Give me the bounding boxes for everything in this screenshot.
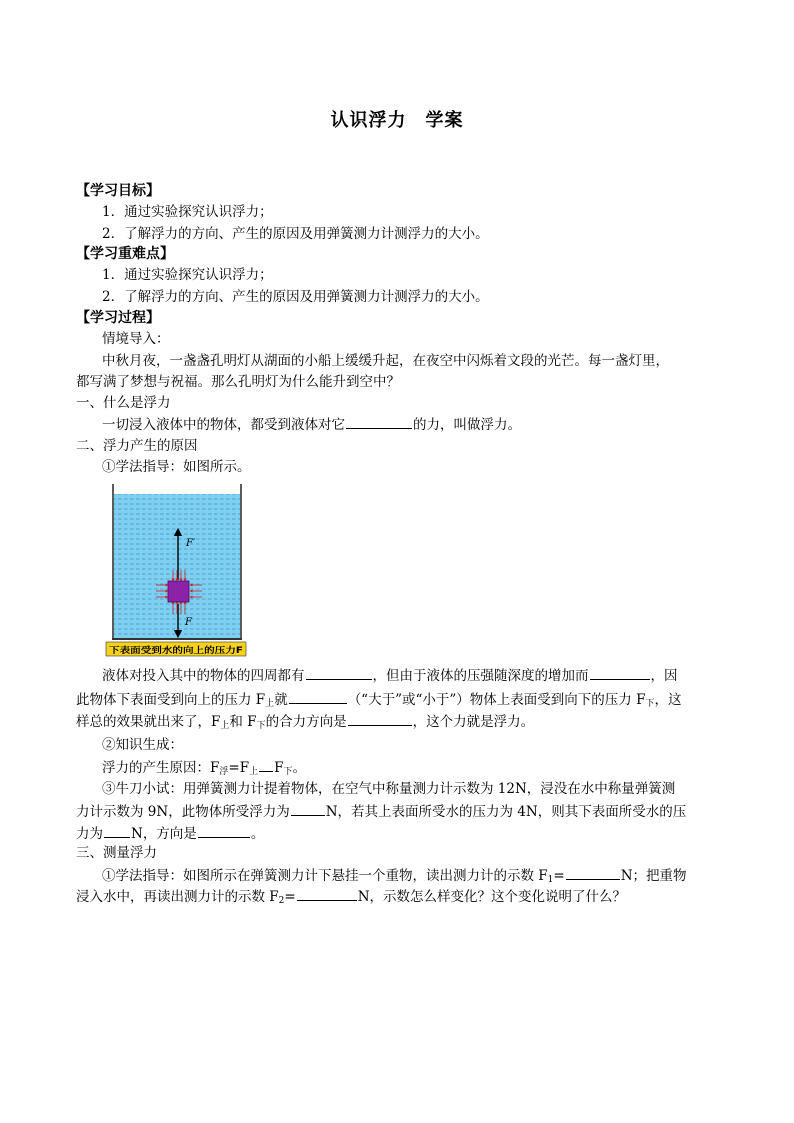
process-heading: 【学习过程】 <box>76 310 160 326</box>
answer-blank[interactable] <box>297 886 357 901</box>
intro-label: 情境导入： <box>102 331 170 347</box>
goal-item-1: 1．通过实验探究认识浮力； <box>102 204 273 220</box>
answer-blank[interactable] <box>346 414 412 429</box>
answer-blank[interactable] <box>259 757 273 772</box>
section2-para-line-3: 样总的效果就出来了，$F_上$和 $F_下$的合力方向是 ，这个力就是浮力。 <box>76 711 724 736</box>
quiz-line-3: 力为 N，方向是 。 <box>76 823 724 844</box>
section1-heading: 一、什么是浮力 <box>76 395 171 411</box>
section2-para-line-1: 液体对投入其中的物体的四周都有 ，但由于液体的压强随深度的增加而 ，因 <box>102 665 724 686</box>
answer-blank[interactable] <box>566 865 620 880</box>
buoyancy-diagram <box>100 482 252 660</box>
section1-text: 一切浸入液体中的物体，都受到液体对它 的力，叫做浮力。 <box>102 414 724 435</box>
keypoints-heading: 【学习重难点】 <box>76 246 174 262</box>
force-label-top: F′ <box>186 538 196 549</box>
goals-heading: 【学习目标】 <box>76 183 160 199</box>
answer-blank[interactable] <box>306 665 372 680</box>
quiz-line-2: 力计示数为 9N，此物体所受浮力为 N，若其上表面所受水的压力为 4N，则其下表面所受水的压 <box>76 801 724 822</box>
answer-blank[interactable] <box>590 665 650 680</box>
goal-item-2: 2．了解浮力的方向、产生的原因及用弹簧测力计测浮力的大小。 <box>102 226 489 242</box>
quiz-line-1: ③牛刀小试：用弹簧测力计提着物体，在空气中称量测力计示数为 12N，浸没在水中称量弹簧测 <box>102 781 676 797</box>
intro-line-1: 中秋月夜，一盏盏孔明灯从湖面的小船上缓缓升起，在夜空中闪烁着文段的光芒。每一盏灯里， <box>102 353 669 369</box>
section3-line-1: ①学法指导：如图所示在弹簧测力计下悬挂一个重物，读出测力计的示数 $F_1= N$；把重物 <box>102 865 724 890</box>
section2-heading: 二、浮力产生的原因 <box>76 438 198 454</box>
answer-blank[interactable] <box>104 823 130 838</box>
answer-blank[interactable] <box>198 823 250 838</box>
keypoint-item-1: 1．通过实验探究认识浮力； <box>102 267 273 283</box>
page-title: 认识浮力 学案 <box>330 110 464 131</box>
answer-blank[interactable] <box>348 711 412 726</box>
formula-line: 浮力的产生原因：$F_浮=F_上$ $F_下$。 <box>102 757 724 782</box>
answer-blank[interactable] <box>289 689 347 704</box>
knowledge-label: ②知识生成： <box>102 737 183 753</box>
intro-line-2: 都写满了梦想与祝福。那么孔明灯为什么能升到空中？ <box>76 374 400 390</box>
figure-caption: 下表面受到水的向上的压力F <box>109 646 217 656</box>
section2-guide: ①学法指导：如图所示。 <box>102 459 251 475</box>
keypoint-item-2: 2．了解浮力的方向、产生的原因及用弹簧测力计测浮力的大小。 <box>102 289 489 305</box>
section3-line-2: 浸入水中，再读出测力计的示数 $F_2= N$，示数怎么样变化？这个变化说明了什么？ <box>76 886 724 911</box>
force-label-bottom: F <box>185 617 192 628</box>
immersed-block <box>168 581 189 602</box>
section3-heading: 三、测量浮力 <box>76 845 157 861</box>
section2-para-line-2: 此物体下表面受到向上的压力 $F_上$就 （“大于”或“小于”）物体上表面受到向下的压力 $F_下$，这 <box>76 689 724 714</box>
answer-blank[interactable] <box>291 801 325 816</box>
